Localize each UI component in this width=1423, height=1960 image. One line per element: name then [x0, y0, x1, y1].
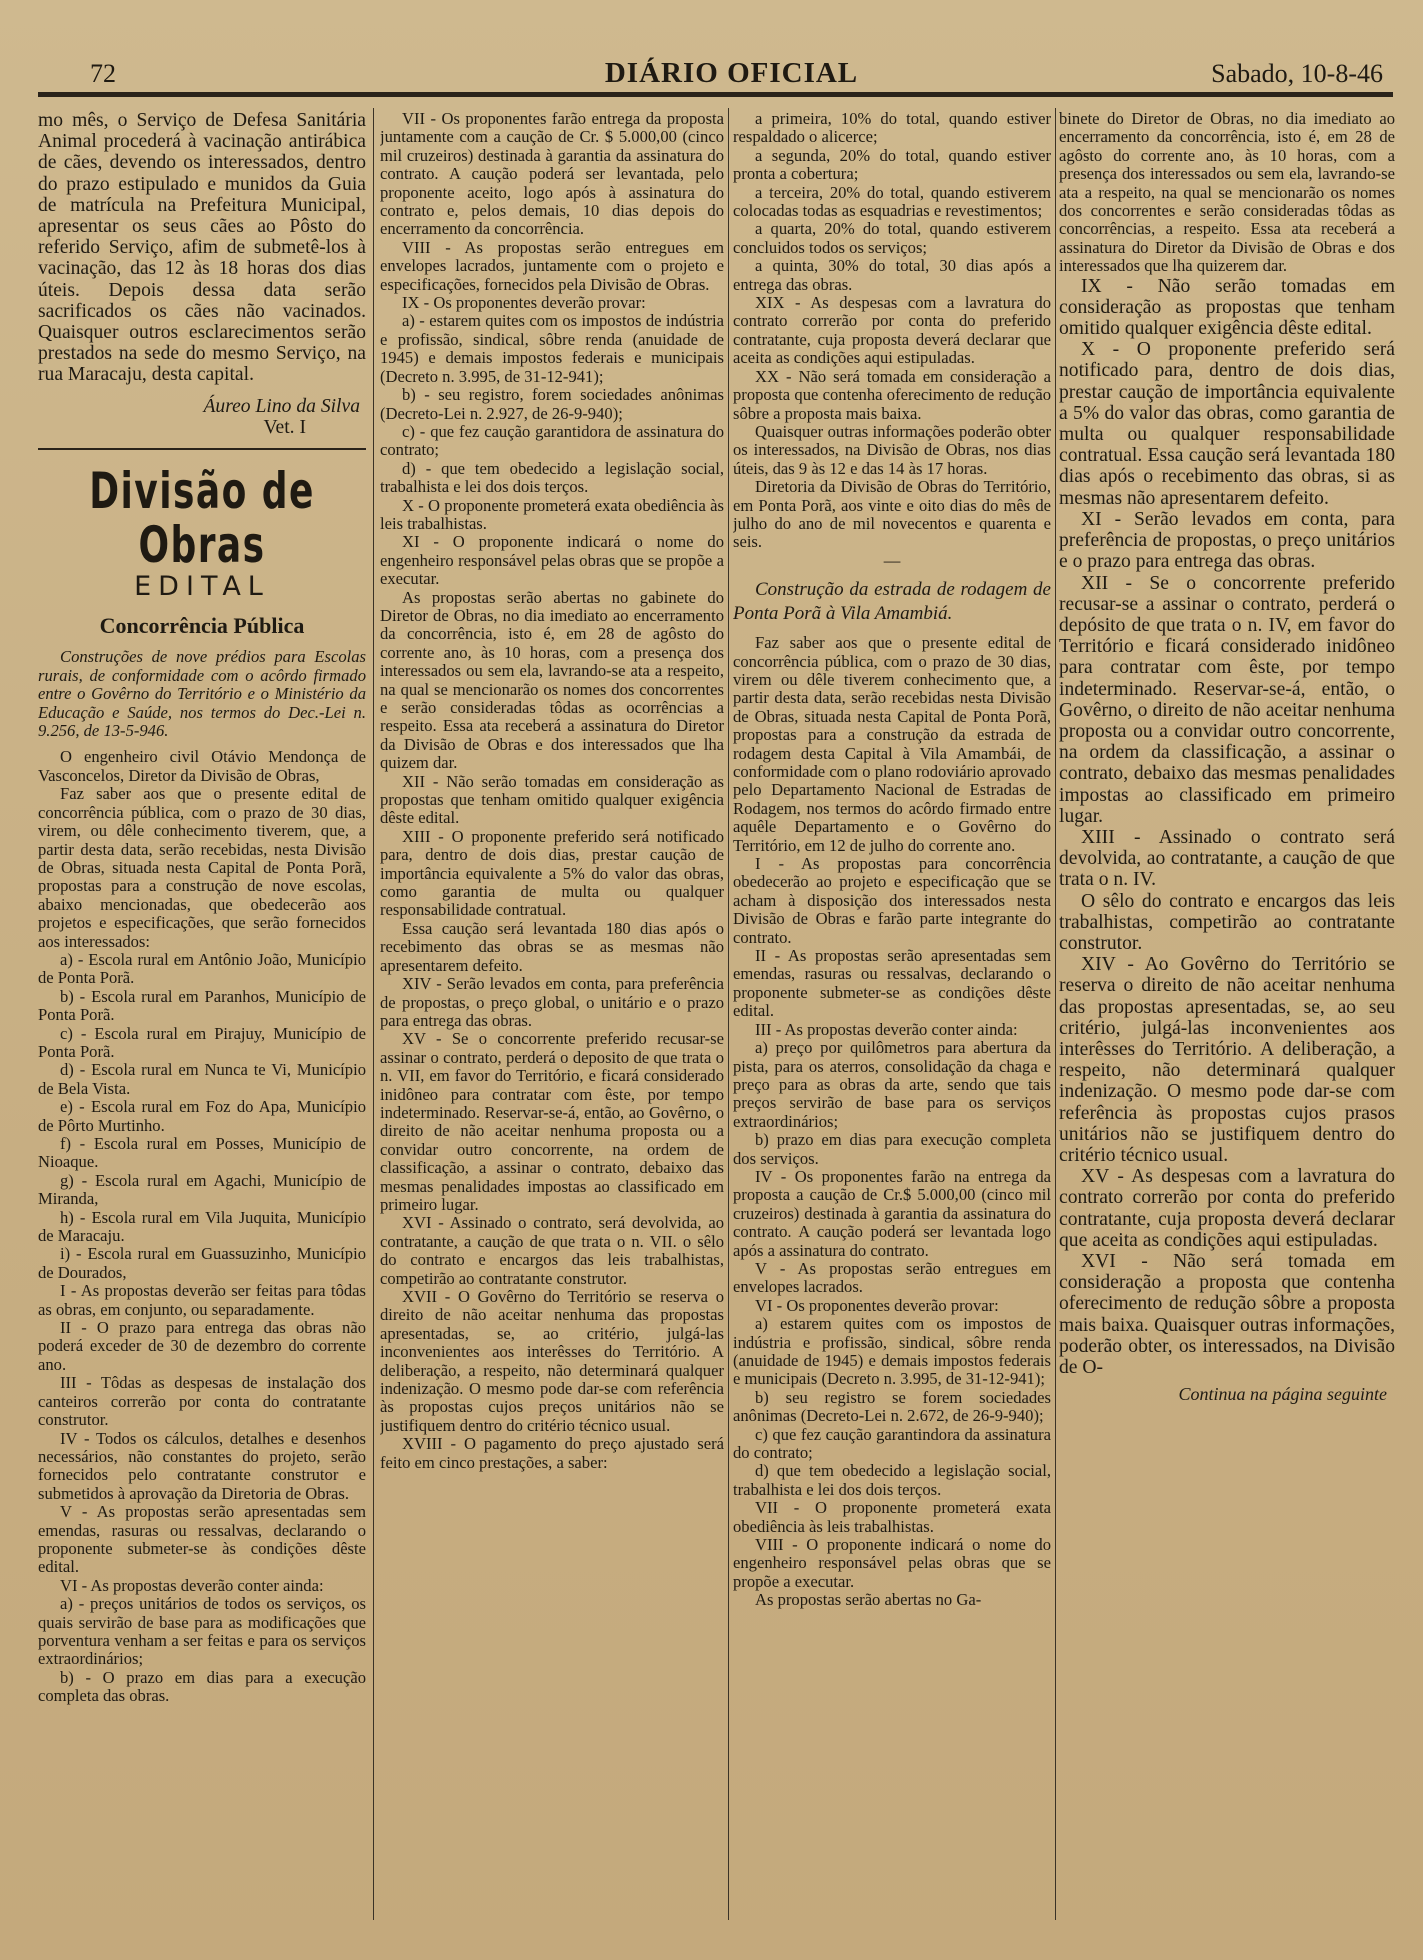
- concorrencia-heading: Concorrência Pública: [99, 613, 305, 639]
- column-1: [38, 110, 366, 1920]
- intro-paragraph: mo mês, o Serviço de Defesa Sanitária Animal procederá à vacinação antirábica de cães, devendo os interessados, dentro do prazo estipulado e munidos da Guia de matrícula na Prefeitura Municipal, apresentar os seus cães ao Pôsto do referido Serviço, afim de submetê-los à vacinação, das 12 às 18 horas dos dias úteis. Depois dessa data serão sacrificados os cães não vacinados. Quaisquer outros esclarecimentos serão prestados na sede do mesmo Serviço, na rua Maracaju, desta capital.: [38, 110, 366, 386]
- paragraph: b) - Escola rural em Paranhos, Município de Ponta Porã.: [38, 986, 366, 1025]
- paragraph: I - As propostas deverão ser feitas para tôdas as obras, em conjunto, ou separadamente.: [38, 1281, 366, 1319]
- paragraph: e) - Escola rural em Foz do Apa, Município de Pôrto Murtinho.: [38, 1097, 366, 1135]
- paragraph: XVI - Não será tomada em consideração a proposta que contenha oferecimento de redução sôbre a proposta mais baixa. Quaisquer outras informações, poderão obter, os interessados, na Divisão de O-: [1059, 1251, 1395, 1379]
- paragraph: b) seu registro se forem sociedades anônimas (Decreto-Lei n. 2.672, de 26-9-940);: [733, 1387, 1051, 1426]
- paragraph: VIII - O proponente indicará o nome do engenheiro responsável pelas obras que se propõe a executar.: [733, 1535, 1051, 1591]
- paragraph: O engenheiro civil Otávio Mendonça de Vasconcelos, Diretor da Divisão de Obras,: [38, 747, 366, 785]
- paragraph: III - As propostas deverão conter ainda:: [755, 1019, 1018, 1039]
- paragraph: II - As propostas serão apresentadas sem emendas, rasuras ou ressalvas, declarando o proponente submeter-se as condições dêste edital.: [733, 946, 1051, 1021]
- paragraph: XVII - O Govêrno do Território se reserva o direito de não aceitar nenhuma das propostas apresentadas, se, ao critério, julgá-las inconvenientes aos interêsses do Território. A deliberação, a respeito, não determinará qualquer indenização. O mesmo pode dar-se com referência às propostas cujos preços unitários não se justifiquem dentro do critério técnico usual.: [380, 1287, 724, 1435]
- paragraph: binete do Diretor de Obras, no dia imediato ao encerramento da concorrência, isto é, em 28 de agôsto do corrente ano, às 10 horas, com a presença dos interessados ou sem ela, lavrando-se ata a respeito, na qual se mencionarão os nomes dos concorrentes e serão consideradas tôdas as concorrências, a respeito. Essa ata receberá a assinatura do Diretor da Divisão de Obras e dos interessados que lha quizerem dar.: [1059, 110, 1395, 276]
- paragraph: VII - Os proponentes farão entrega da proposta juntamente com a caução de Cr. $ 5.000,00 (cinco mil cruzeiros) destinada à garantia da assinatura do contrato. A caução poderá ser levantada, pelo proponente aceito, logo após à assinatura do contrato e, pelos demais, 10 dias depois do encerramento da concorrência.: [380, 110, 724, 239]
- paragraph: X - O proponente prometerá exata obediência às leis trabalhistas.: [380, 495, 724, 533]
- newspaper-title: DIÁRIO OFICIAL: [604, 57, 859, 89]
- separator-dash: —: [883, 550, 901, 570]
- paragraph: XII - Se o concorrente preferido recusar-se a assinar o contrato, perderá o depósito de que trata o n. IV, em favor do Território e ficará considerado inidôneo para contratar com êste, por tempo indeterminado. Reservar-se-á, então, o Govêrno, o direito de não aceitar nenhuma proposta ou a convidar outro concorrente, na ordem da classificação, a assinar o contrato, debaixo das mesmas penalidades impostas ao classificado em primeiro lugar.: [1059, 572, 1395, 827]
- column-divider: [373, 108, 374, 1920]
- paragraph: XX - Não será tomada em consideração a proposta que contenha oferecimento de redução sôbre a proposta mais baixa.: [733, 366, 1051, 423]
- paragraph: VI - As propostas deverão conter ainda:: [60, 1575, 324, 1595]
- paragraph: c) - Escola rural em Pirajuy, Município de Ponta Porã.: [38, 1023, 366, 1061]
- paragraph: a) - Escola rural em Antônio João, Município de Ponta Porã.: [38, 949, 366, 988]
- paragraph: c) - que fez caução garantidora de assinatura do contrato;: [380, 421, 724, 460]
- paragraph: XI - Serão levados em conta, para preferência de propostas, o preço unitários e o prazo para entrega das obras.: [1059, 508, 1395, 573]
- paragraph: IV - Os proponentes farão na entrega da proposta a caução de Cr.$ 5.000,00 (cinco mil cruzeiros) destinada à garantia da assinatura do contrato. A caução poderá ser levantada logo após a assinatura do contrato.: [733, 1166, 1051, 1260]
- paragraph: XII - Não serão tomadas em consideração as propostas que tenham omitido qualquer exigência dêste edital.: [380, 771, 724, 828]
- paragraph: a) preço por quilômetros para abertura da pista, para os aterros, consolidação da chaga e preço para as obras da arte, sendo que tais preços servirão de base para os serviços extraordinários;: [733, 1038, 1051, 1131]
- paragraph: XIV - Serão levados em conta, para preferência de propostas, o preço global, o unitário e o prazo para entrega das obras.: [380, 974, 724, 1030]
- paragraph: Faz saber aos que o presente edital de concorrência pública, com o prazo de 30 dias, virem ou dêle tiverem conhecimento que, a partir desta data, serão recebidas nesta Divisão de Obras, situada nesta Capital de Ponta Porã, propostas para a construção da estrada de rodagem desta Capital à Vila Amambái, de conformidade com o plano rodoviário aprovado pelo Departamento Nacional de Estradas de Rodagem, nos termos do acôrdo firmado entre aquêle Departamento e o Govêrno do Território, em 12 de julho do corrente ano.: [733, 633, 1051, 855]
- paragraph: XV - Se o concorrente preferido recusar-se assinar o contrato, perderá o deposito de que trata o n. VII, em favor do Território, e ficará considerado inidôneo para contratar com êste, por tempo indeterminado. Reservar-se-á, então, ao Govêrno, o direito de não aceitar nenhuma proposta ou a convidar outro concorrente, na ordem de classificação, a assinar o contrato, debaixo das mesmas penalidades impostas ao classificado em primeiro lugar.: [380, 1029, 724, 1214]
- paragraph: IV - Todos os cálculos, detalhes e desenhos necessários, não constantes do projeto, serão fornecidos pelo contratante construtor e submetidos à aprovação da Diretoria de Obras.: [38, 1428, 366, 1503]
- edital-heading: EDITAL: [134, 571, 270, 603]
- paragraph: V - As propostas serão apresentadas sem emendas, rasuras ou ressalvas, declarando o proponente submeter-se às condições dêste edital.: [38, 1502, 366, 1577]
- signature-role: Vet. I: [263, 416, 306, 438]
- paragraph: V - As propostas serão entregues em envelopes lacrados.: [733, 1258, 1051, 1297]
- paragraph: XIII - O proponente preferido será notificado para, dentro de dois dias, prestar caução de importância equivalente a 5% do valor das obras, como garantia de multa ou qualquer responsabilidade contratual.: [380, 826, 724, 920]
- paragraph: Faz saber aos que o presente edital de concorrência pública, com o prazo de 30 dias, virem, ou dêle conhecimento tiverem, que, a partir desta data, serão recebidas, nesta Divisão de Obras, situada nesta Capital de Ponta Porã, propostas para a construção de nove escolas, abaixo mencionadas, que obedecerão aos projetos e especificações, que serão fornecidos aos interessados:: [38, 784, 366, 951]
- issue-date: Sabado, 10-8-46: [1211, 59, 1383, 88]
- paragraph: II - O prazo para entrega das obras não poderá exceder de 30 de dezembro do corrente ano.: [38, 1318, 366, 1374]
- paragraph: d) - Escola rural em Nunca te Vi, Município de Bela Vista.: [38, 1060, 366, 1098]
- paragraph: I - As propostas para concorrência obedecerão ao projeto e especificação que se acham à disposição dos interessados nesta Divisão de Obras e farão parte integrante do contrato.: [733, 854, 1051, 947]
- paragraph: XVI - Assinado o contrato, será devolvida, ao contratante, a caução de que trata o n. VII. o sêlo do contrato e encargos das leis trabalhistas, competirão ao contratante construtor.: [380, 1213, 724, 1288]
- paragraph: Quaisquer outras informações poderão obter os interessados, na Divisão de Obras, nos dias úteis, das 9 às 12 e das 14 às 17 horas.: [733, 421, 1051, 478]
- paragraph: a segunda, 20% do total, quando estiver pronta a cobertura;: [733, 145, 1051, 184]
- column-3: [733, 110, 1051, 1920]
- paragraph: b) - O prazo em dias para a execução completa das obras.: [38, 1667, 366, 1706]
- paragraph: h) - Escola rural em Vila Juquita, Município de Maracaju.: [38, 1207, 366, 1246]
- paragraph: c) que fez caução garantindora da assinatura do contrato;: [733, 1424, 1051, 1463]
- paragraph: d) que tem obedecido a legislação social, trabalhista e lei dos dois terços.: [733, 1461, 1051, 1499]
- paragraph: X - O proponente preferido será notificado para, dentro de dois dias, prestar caução de importância equivalente a 5% do valor das obras, como garantia de multa ou qualquer responsabilidade contratual. Essa caução será levantada 180 dias após o recebimento das obras, si as mesmas não apresentarem defeito.: [1059, 339, 1395, 509]
- paragraph: Diretoria da Divisão de Obras do Território, em Ponta Porã, aos vinte e oito dias do mês de julho do ano de mil novecentos e quarenta e seis.: [733, 477, 1051, 552]
- column-divider: [728, 108, 729, 1920]
- paragraph: XVIII - O pagamento do preço ajustado será feito em cinco prestações, a saber:: [380, 1434, 724, 1472]
- paragraph: a) - estarem quites com os impostos de indústria e profissão, sindical, sôbre renda (anuidade de 1945) e demais impostos federais e municipais (Decreto n. 3.995, de 31-12-941);: [380, 311, 724, 386]
- paragraph: a) - preços unitários de todos os serviços, os quais servirão de base para as modificações que porventura venham a ser feitas e para os serviços extraordinários;: [38, 1594, 366, 1669]
- page-number: 72: [90, 59, 116, 88]
- paragraph: XV - As despesas com a lavratura do contrato correrão por conta do preferido contratante, cuja proposta deverá declarar que aceita as condições aqui estipuladas.: [1059, 1166, 1395, 1251]
- paragraph: XIV - Ao Govêrno do Território se reserva o direito de não aceitar nenhuma das propostas apresentadas, se, ao seu critério, julgá-las inconvenientes aos interêsses do Território. A deliberação, a respeito, não determinará qualquer indenização. O mesmo pode dar-se com referência às propostas cujos prasos unitários não se justifiquem dentro do critério técnico usual.: [1059, 954, 1395, 1166]
- paragraph: a quinta, 30% do total, 30 dias após a entrega das obras.: [733, 256, 1051, 294]
- continua-note: Continua na página seguinte: [1178, 1384, 1387, 1405]
- paragraph: b) prazo em dias para execução completa dos serviços.: [733, 1130, 1051, 1168]
- header-rule: [38, 92, 1393, 97]
- paragraph: XIII - Assinado o contrato será devolvida, ao contratante, a caução de que trata o n. IV.: [1059, 826, 1395, 891]
- section-subtitle: Construção da estrada de rodagem de Ponta Porã à Vila Amambiá.: [733, 579, 1051, 625]
- page-header: [70, 55, 1393, 87]
- paragraph: b) - seu registro, forem sociedades anônimas (Decreto-Lei n. 2.927, de 26-9-940);: [380, 385, 724, 423]
- section-title: Divisão de Obras: [89, 462, 315, 575]
- italic-intro: Construções de nove prédios para Escolas rurais, de conformidade com o acôrdo firmado entre o Govêrno do Território e o Ministério da Educação e Saúde, nos termos do Dec.-Lei n. 9.256, de 13-5-946.: [38, 647, 366, 741]
- paragraph: VII - O proponente prometerá exata obediência às leis trabalhistas.: [733, 1498, 1051, 1536]
- paragraph: g) - Escola rural em Agachi, Município de Miranda,: [38, 1170, 366, 1209]
- paragraph: As propostas serão abertas no Ga-: [755, 1590, 982, 1610]
- column-divider: [1055, 108, 1056, 1920]
- paragraph: IX - Os proponentes deverão provar:: [402, 293, 646, 313]
- paragraph: a quarta, 20% do total, quando estiverem concluidos todos os serviços;: [733, 219, 1051, 257]
- paragraph: III - Tôdas as despesas de instalação dos canteiros correrão por conta do contratante construtor.: [38, 1373, 366, 1430]
- paragraph: f) - Escola rural em Posses, Município de Nioaque.: [38, 1134, 366, 1172]
- paragraph: d) - que tem obedecido a legislação social, trabalhista e lei dos dois terços.: [380, 458, 724, 497]
- column-2: [380, 110, 724, 1920]
- paragraph: a primeira, 10% do total, quando estiver respaldado o alicerce;: [733, 110, 1051, 147]
- paragraph: XI - O proponente indicará o nome do engenheiro responsável pelas obras que se propõe a executar.: [380, 532, 724, 589]
- signature: Áureo Lino da Silva: [203, 395, 360, 417]
- section-separator: [38, 448, 366, 450]
- column-4: [1059, 110, 1395, 1920]
- paragraph: XIX - As despesas com a lavratura do contrato correrão por conta do preferido contratante, cuja proposta deverá declarar que aceita as condições aqui estipuladas.: [733, 293, 1051, 368]
- paragraph: Essa caução será levantada 180 dias após o recebimento das obras se as mesmas não apresentarem defeito.: [380, 918, 724, 975]
- paragraph: VI - Os proponentes deverão provar:: [755, 1295, 999, 1315]
- paragraph: O sêlo do contrato e encargos das leis trabalhistas, competirão ao contratante construtor.: [1059, 890, 1395, 954]
- paragraph: a terceira, 20% do total, quando estiverem colocadas todas as esquadrias e revestimentos;: [733, 182, 1051, 221]
- paragraph: VIII - As propostas serão entregues em envelopes lacrados, juntamente com o projeto e especificações, fornecidos pela Divisão de Obras.: [380, 237, 724, 294]
- paragraph: a) estarem quites com os impostos de indústria e profissão, sindical, sôbre renda (anuidade de 1945) e demais impostos federais e municipais (Decreto n. 3.995, de 31-12-941);: [733, 1314, 1051, 1389]
- paragraph: IX - Não serão tomadas em consideração as propostas que tenham omitido qualquer exigência dêste edital.: [1059, 275, 1395, 340]
- paragraph: As propostas serão abertas no gabinete do Diretor de Obras, no dia imediato ao encerramento da concorrência, isto é, em 28 de agôsto do corrente ano, às 10 horas, com a presença dos interessados ou sem ela, lavrando-se ata a respeito, na qual se mencionarão os nomes dos concorrentes e serão consideradas tôdas as ocorrências a respeito. Essa ata receberá a assinatura do Diretor da Divisão de Obras e dos interessados que lha quizem dar.: [380, 587, 724, 773]
- paragraph: i) - Escola rural em Guassuzinho, Município de Dourados,: [38, 1244, 366, 1282]
